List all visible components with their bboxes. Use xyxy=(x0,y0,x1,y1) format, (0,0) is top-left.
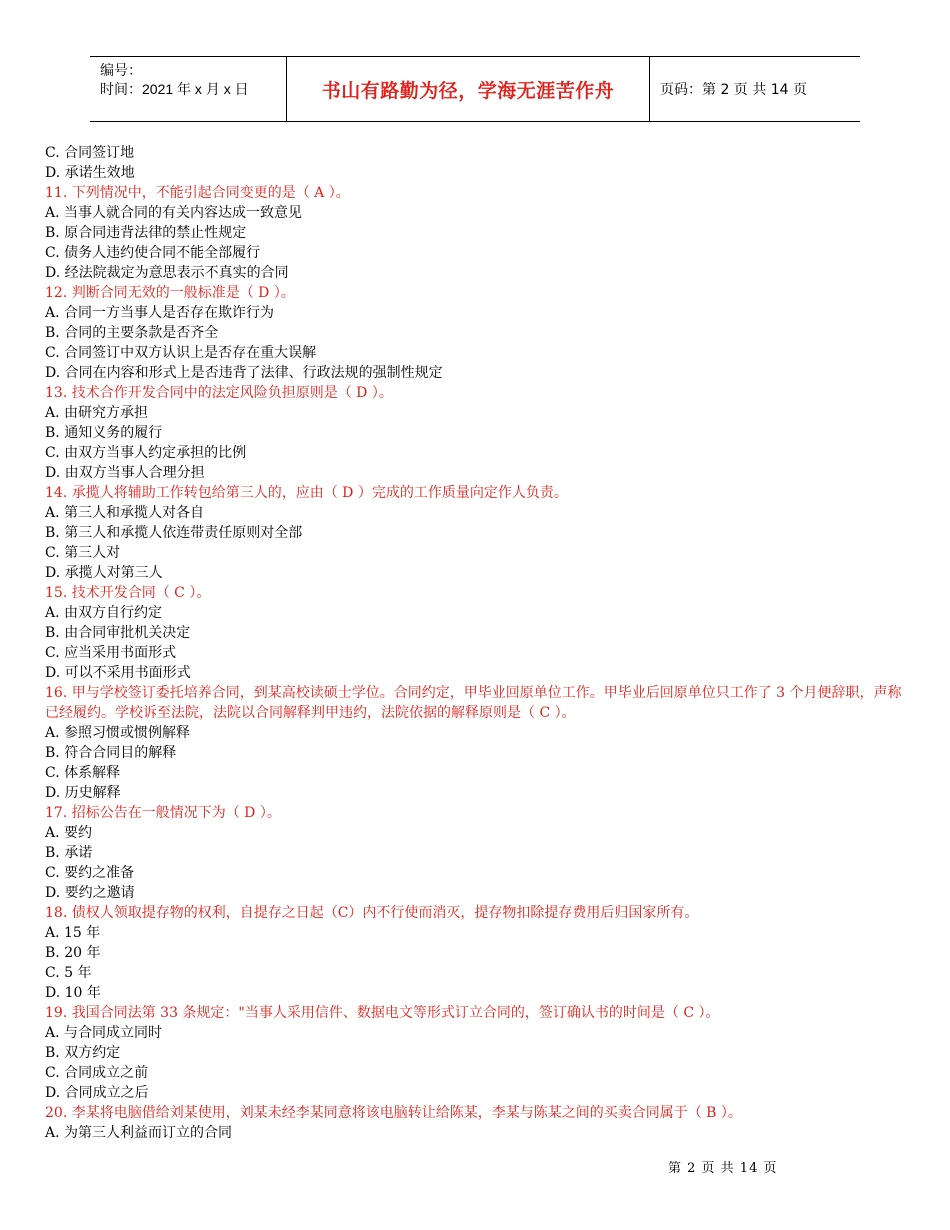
option-line: B. 符合合同目的解释 xyxy=(45,745,177,761)
document-time-label: 时间：2021 年 x 月 x 日 xyxy=(100,81,249,97)
option-line: A. 15 年 xyxy=(45,925,101,941)
option-line: A. 由双方自行约定 xyxy=(45,605,163,621)
option-line: C. 合同签订中双方认识上是否存在重大误解 xyxy=(45,345,317,361)
option-line: D. 由双方当事人合理分担 xyxy=(45,465,205,481)
header-motto: 书山有路勤为径，学海无涯苦作舟 xyxy=(321,79,615,102)
option-line: C. 合同成立之前 xyxy=(45,1065,149,1081)
option-line: C. 由双方当事人约定承担的比例 xyxy=(45,445,247,461)
question-line: 20. 李某将电脑借给刘某使用，刘某未经李某同意将该电脑转让给陈某，李某与陈某之间的买卖合同属于（ B ）。 xyxy=(45,1105,742,1121)
option-line: B. 通知义务的履行 xyxy=(45,425,163,441)
option-line: D. 10 年 xyxy=(45,985,101,1001)
header-meta xyxy=(90,57,287,121)
option-line: D. 可以不采用书面形式 xyxy=(45,665,191,681)
option-line: B. 第三人和承揽人依连带责任原则对全部 xyxy=(45,525,303,541)
document-body xyxy=(45,143,913,1143)
option-line: B. 由合同审批机关决定 xyxy=(45,625,191,641)
document-number-label: 编号： xyxy=(100,62,142,78)
option-line: A. 为第三人利益而订立的合同 xyxy=(45,1125,233,1141)
header-motto-cell xyxy=(287,57,650,121)
option-line: B. 合同的主要条款是否齐全 xyxy=(45,325,219,341)
header-page-cell xyxy=(650,57,860,121)
option-line: C. 要约之准备 xyxy=(45,865,135,881)
option-line: A. 当事人就合同的有关内容达成一致意见 xyxy=(45,205,303,221)
page-header xyxy=(90,56,860,122)
option-line: A. 合同一方当事人是否存在欺诈行为 xyxy=(45,305,275,321)
question-line: 17. 招标公告在一般情况下为（ D ）。 xyxy=(45,805,281,821)
option-line: D. 合同在内容和形式上是否违背了法律、行政法规的强制性规定 xyxy=(45,365,443,381)
option-line: B. 原合同违背法律的禁止性规定 xyxy=(45,225,247,241)
option-line: D. 承揽人对第三人 xyxy=(45,565,163,581)
option-line: A. 要约 xyxy=(45,825,93,841)
header-page-info: 页码：第 2 页 共 14 页 xyxy=(660,82,807,98)
option-line: C. 合同签订地 xyxy=(45,145,135,161)
question-line: 19. 我国合同法第 33 条规定："当事人采用信件、数据电文等形式订立合同的，签订确认书的时间是（ C ）。 xyxy=(45,1005,720,1021)
option-line: A. 第三人和承揽人对各自 xyxy=(45,505,205,521)
option-line: D. 历史解释 xyxy=(45,785,121,801)
option-line: D. 承诺生效地 xyxy=(45,165,135,181)
option-line: D. 经法院裁定为意思表示不真实的合同 xyxy=(45,265,289,281)
option-line: D. 合同成立之后 xyxy=(45,1085,149,1101)
option-line: A. 由研究方承担 xyxy=(45,405,149,421)
option-line: C. 第三人对 xyxy=(45,545,121,561)
question-line: 12. 判断合同无效的一般标准是（ D ）。 xyxy=(45,285,295,301)
question-line: 18. 债权人领取提存物的权利，自提存之日起（C）内不行使而消灭，提存物扣除提存费用后归国家所有。 xyxy=(45,905,699,921)
option-line: C. 债务人违约使合同不能全部履行 xyxy=(45,245,261,261)
question-line: 14. 承揽人将辅助工作转包给第三人的，应由（ D ）完成的工作质量向定作人负责。 xyxy=(45,485,568,501)
option-line: B. 双方约定 xyxy=(45,1045,121,1061)
question-line: 15. 技术开发合同（ C ）。 xyxy=(45,585,211,601)
page-footer: 第 2 页 共 14 页 xyxy=(668,1161,778,1176)
question-line: 13. 技术合作开发合同中的法定风险负担原则是（ D ）。 xyxy=(45,385,393,401)
option-line: C. 5 年 xyxy=(45,965,92,981)
option-line: A. 参照习惯或惯例解释 xyxy=(45,725,191,741)
option-line: C. 应当采用书面形式 xyxy=(45,645,177,661)
option-line: B. 承诺 xyxy=(45,845,93,861)
option-line: B. 20 年 xyxy=(45,945,101,961)
option-line: C. 体系解释 xyxy=(45,765,121,781)
question-line: 16. 甲与学校签订委托培养合同，到某高校读硕士学位。合同约定，甲毕业回原单位工作。甲毕业后回原单位只工作了 3 个月便辞职，声称已经履约。学校诉至法院，法院以合同解释判甲违约，法院依据的解释原则是（ C ）。 xyxy=(45,685,902,721)
option-line: D. 要约之邀请 xyxy=(45,885,135,901)
question-line: 11. 下列情况中，不能引起合同变更的是（ A ）。 xyxy=(45,185,350,201)
option-line: A. 与合同成立同时 xyxy=(45,1025,163,1041)
